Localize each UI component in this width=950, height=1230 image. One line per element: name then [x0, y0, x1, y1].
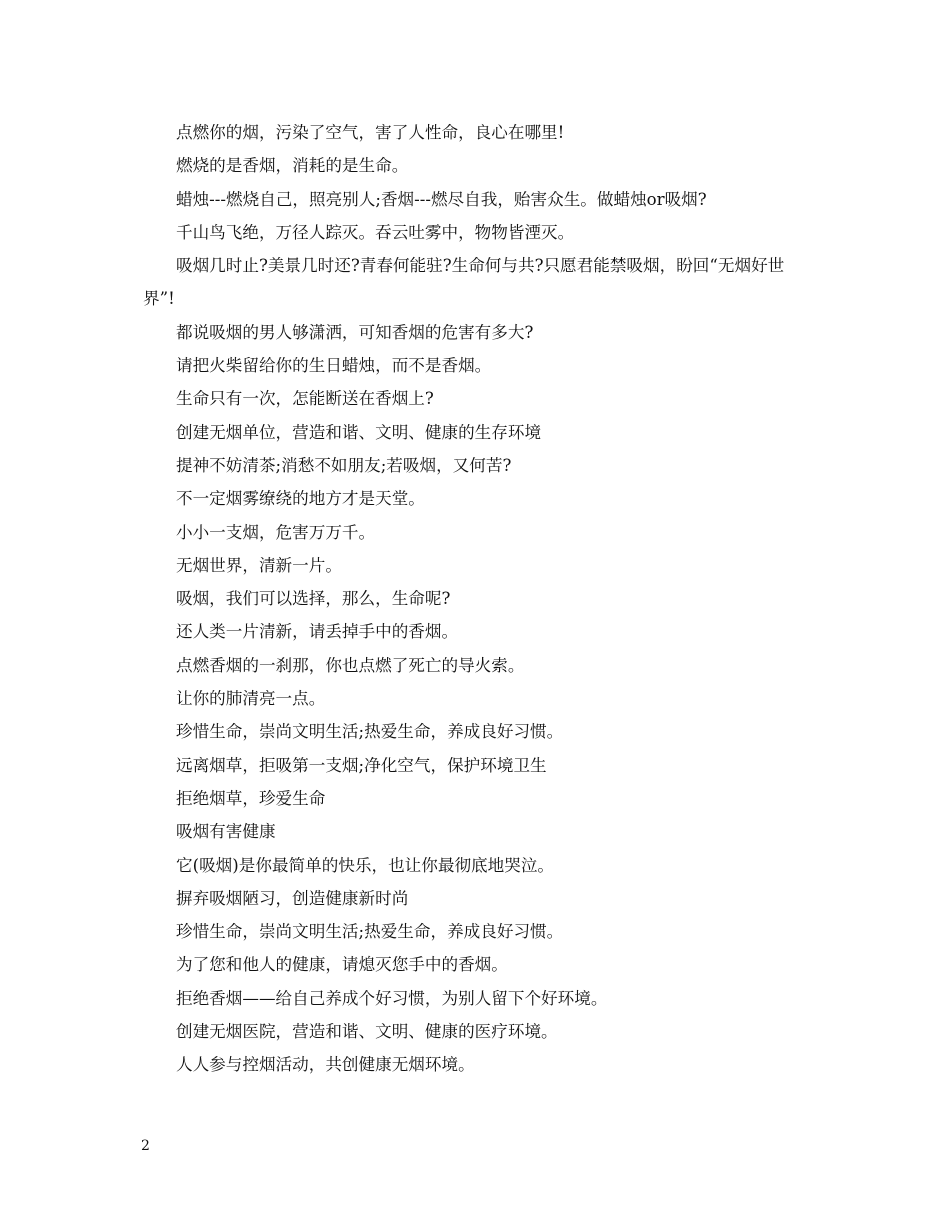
paragraph-12: 小小一支烟，危害万万千。: [176, 522, 376, 542]
paragraph-5: 吸烟几时止?美景几时还?青春何能驻?生命何与共?只愿君能禁吸烟，盼回“无烟好世界”!: [143, 256, 785, 309]
document-body: [143, 116, 813, 1082]
paragraph-9: 创建无烟单位，营造和谐、文明、健康的生存环境: [176, 422, 542, 442]
paragraph-6: 都说吸烟的男人够潇洒，可知香烟的危害有多大?: [176, 322, 534, 342]
paragraph-16: 点燃香烟的一刹那，你也点燃了死亡的导火索。: [176, 655, 525, 675]
paragraph-13: 无烟世界，清新一片。: [176, 555, 342, 575]
paragraph-27: 创建无烟医院，营造和谐、文明、健康的医疗环境。: [176, 1022, 558, 1042]
paragraph-4: 千山鸟飞绝，万径人踪灭。吞云吐雾中，物物皆湮灭。: [176, 222, 575, 242]
paragraph-20: 拒绝烟草，珍爱生命: [176, 788, 326, 808]
paragraph-23: 摒弃吸烟陋习，创造健康新时尚: [176, 888, 409, 908]
paragraph-10: 提神不妨清茶;消愁不如朋友;若吸烟，又何苦?: [176, 455, 512, 475]
paragraph-22: 它(吸烟)是你最简单的快乐，也让你最彻底地哭泣。: [176, 855, 555, 875]
paragraph-21: 吸烟有害健康: [176, 822, 276, 842]
paragraph-24: 珍惜生命，崇尚文明生活;热爱生命，养成良好习惯。: [176, 922, 564, 942]
paragraph-8: 生命只有一次，怎能断送在香烟上?: [176, 389, 434, 409]
paragraph-2: 燃烧的是香烟，消耗的是生命。: [176, 156, 409, 176]
paragraph-18: 珍惜生命，崇尚文明生活;热爱生命，养成良好习惯。: [176, 722, 564, 742]
paragraph-1: 点燃你的烟，污染了空气，害了人性命，良心在哪里!: [176, 123, 565, 142]
paragraph-7: 请把火柴留给你的生日蜡烛，而不是香烟。: [176, 356, 492, 376]
paragraph-15: 还人类一片清新，请丢掉手中的香烟。: [176, 622, 459, 642]
paragraph-14: 吸烟，我们可以选择，那么，生命呢?: [176, 589, 451, 609]
paragraph-19: 远离烟草，拒吸第一支烟;净化空气，保护环境卫生: [176, 755, 547, 775]
paragraph-17: 让你的肺清亮一点。: [176, 689, 326, 709]
paragraph-25: 为了您和他人的健康，请熄灭您手中的香烟。: [176, 955, 508, 975]
paragraph-11: 不一定烟雾缭绕的地方才是天堂。: [176, 489, 425, 509]
paragraph-3: 蜡烛---燃烧自己，照亮别人;香烟---燃尽自我，贻害众生。做蜡烛or吸烟?: [176, 189, 707, 209]
paragraph-28: 人人参与控烟活动，共创健康无烟环境。: [176, 1055, 475, 1075]
page-number: 2: [141, 1138, 150, 1154]
paragraph-26: 拒绝香烟——给自己养成个好习惯，为别人留下个好环境。: [176, 988, 608, 1008]
